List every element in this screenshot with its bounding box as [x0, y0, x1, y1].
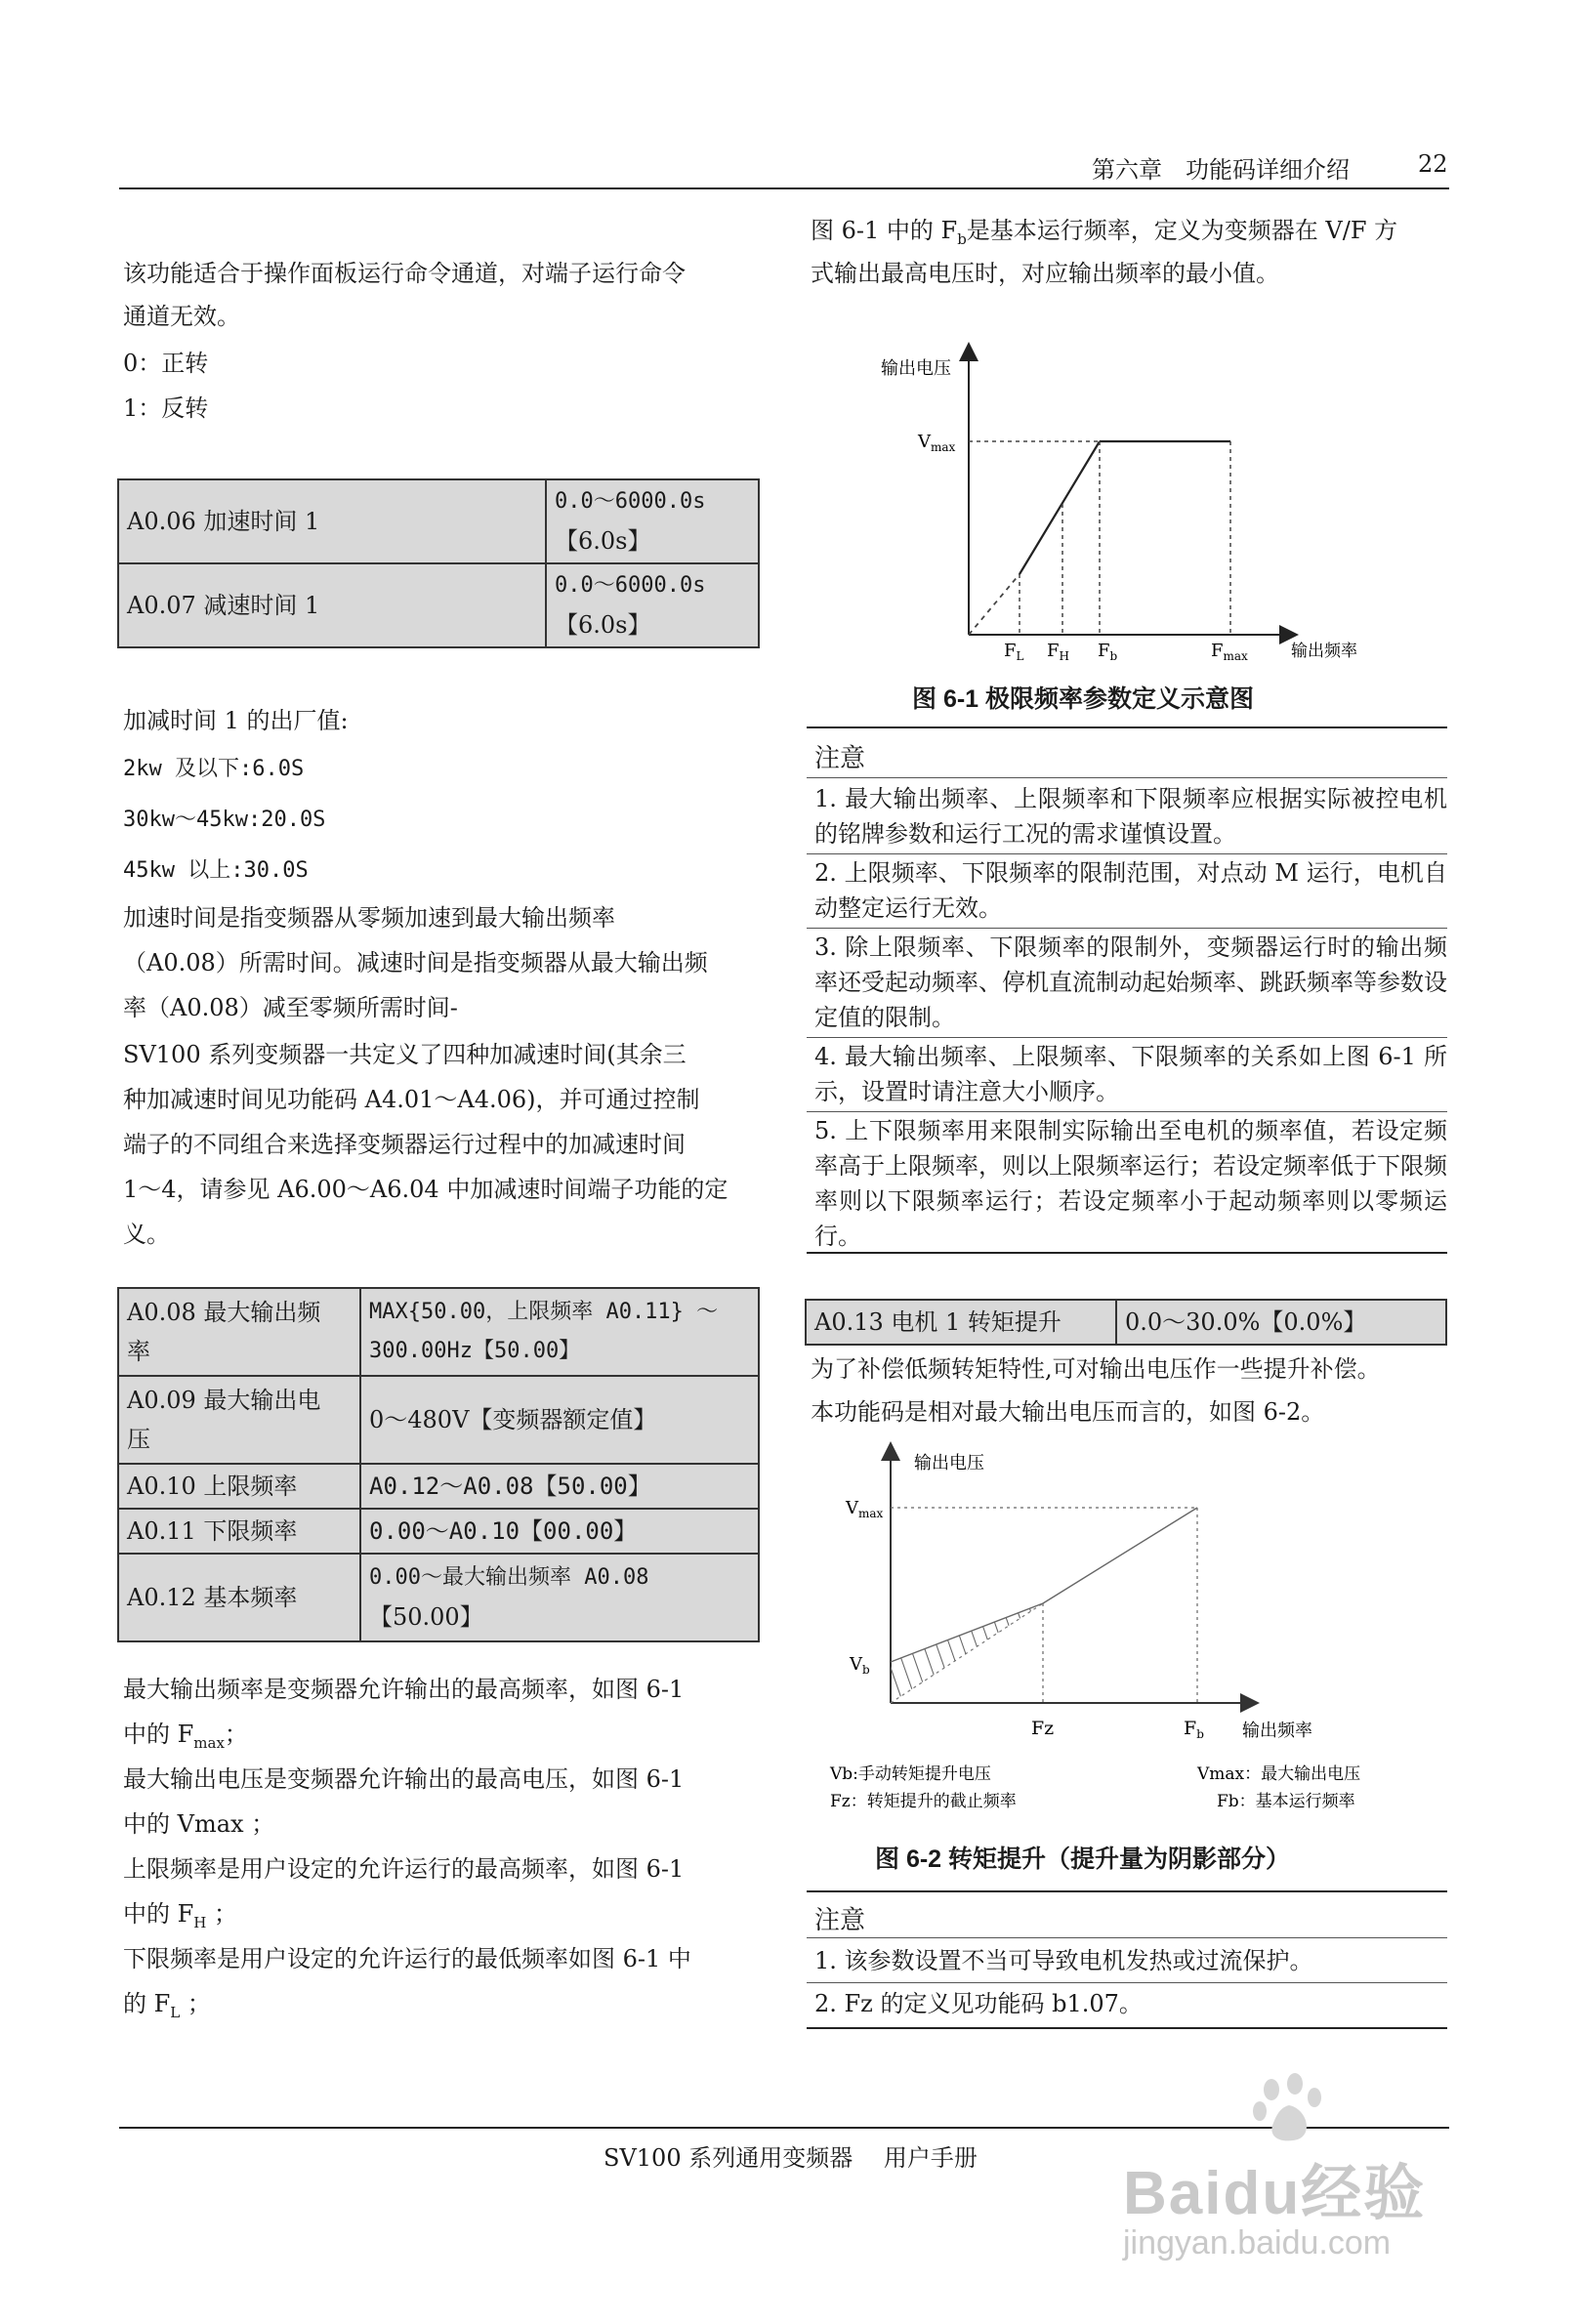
table-row — [118, 1464, 759, 1509]
watermark-url: jingyan.baidu.com — [1123, 2224, 1392, 2262]
note-item: 3. 除上限频率、下限频率的限制外，变频器运行时的输出频率还受起动频率、停机直流制动起始频率、跳跃频率等参数设定值的限制。 — [814, 934, 1447, 1031]
x-axis-label: 输出频率 — [1291, 642, 1357, 661]
legend-vb: Vb:手动转矩提升电压 — [830, 1764, 991, 1784]
note-title: 注意 — [814, 744, 866, 773]
fl-label: $F_L$ — [1004, 641, 1024, 663]
fb-label: $F_b$ — [1098, 641, 1118, 663]
def-line: 中的 $F_{max}$； — [123, 1721, 248, 1752]
param-default: 【6.0s】 — [555, 527, 651, 555]
fh-label: $F_H$ — [1047, 641, 1069, 663]
table-row — [118, 1376, 759, 1464]
def-line: 下限频率是用户设定的允许运行的最低频率如图 6-1 中 — [123, 1945, 691, 1972]
param-code-line: 率 — [127, 1338, 150, 1365]
vmax-label: $V_{max}$ — [846, 1498, 884, 1520]
note-rule — [807, 1937, 1447, 1938]
figure-6-2 — [820, 1437, 1445, 1838]
vmax-label: $V_{max}$ — [918, 432, 956, 454]
fmax-label: $F_{max}$ — [1211, 641, 1248, 663]
note-rule — [807, 928, 1447, 929]
param-code: A0.11 下限频率 — [118, 1509, 360, 1554]
vf-curve — [1043, 1508, 1197, 1603]
legend-vmax: Vmax：最大输出电压 — [1197, 1764, 1361, 1784]
para-line: 加速时间是指变频器从零频加速到最大输出频率 — [123, 904, 615, 932]
note-rule — [807, 1252, 1447, 1254]
para-line: 端子的不同组合来选择变频器运行过程中的加减速时间 — [123, 1131, 686, 1158]
param-value-line: 0.00～最大输出频率 A0.08 — [369, 1565, 649, 1590]
param-range: 0.0～6000.0s — [555, 573, 706, 598]
note-item: 5. 上下限频率用来限制实际输出至电机的频率值，若设定频率高于上限频率，则以上限频率运行；若设定频率低于下限频率则以下限频率运行；若设定频率小于起动频率则以零频运行。 — [814, 1117, 1447, 1250]
param-value-line: 【50.00】 — [369, 1603, 483, 1631]
boost-text: 为了补偿低频转矩特性,可对输出电压作一些提升补偿。 — [811, 1355, 1381, 1383]
param-value: 0.00～A0.10【00.00】 — [360, 1509, 759, 1554]
accel-decel-table — [117, 478, 760, 648]
param-code — [118, 1288, 360, 1376]
factory-line: 45kw 以上:30.0S — [123, 858, 309, 883]
param-value — [546, 479, 759, 563]
param-value — [360, 1288, 759, 1376]
figure-6-2-caption: 图 6-2 转矩提升（提升量为阴影部分） — [875, 1846, 1291, 1873]
def-line: 上限频率是用户设定的允许运行的最高频率，如图 6-1 — [123, 1855, 685, 1883]
fb-definition-line: 式输出最高电压时，对应输出频率的最小值。 — [811, 260, 1279, 287]
para-line: 义。 — [123, 1221, 170, 1248]
option-reverse: 1：反转 — [123, 394, 209, 422]
note-rule — [807, 2027, 1447, 2029]
header-rule — [119, 187, 1449, 189]
para-line: （A0.08）所需时间。减速时间是指变频器从最大输出频 — [123, 949, 708, 976]
param-code: A0.13 电机 1 转矩提升 — [806, 1300, 1116, 1345]
param-value — [546, 563, 759, 647]
y-axis-label: 输出电压 — [914, 1453, 984, 1473]
table-row — [118, 479, 759, 563]
def-line: 中的 $F_H$ ； — [123, 1900, 238, 1931]
table-row — [118, 1509, 759, 1554]
page-number: 22 — [1418, 150, 1448, 178]
note-rule — [807, 1982, 1447, 1983]
vb-label: $V_b$ — [850, 1654, 870, 1677]
def-line: 中的 Vmax ； — [123, 1810, 275, 1838]
param-value — [360, 1376, 759, 1464]
legend-fb: Fb：基本运行频率 — [1217, 1792, 1355, 1811]
watermark-brand: Baidu经验 — [1123, 2160, 1427, 2227]
param-value-line: 300.00Hz【50.00】 — [369, 1339, 581, 1363]
paw-icon — [1250, 2070, 1328, 2148]
legend-fz: Fz：转矩提升的截止频率 — [830, 1792, 1017, 1811]
param-value-line: 0～480V【变频器额定值】 — [369, 1406, 657, 1433]
vf-dashed-start — [969, 574, 1020, 635]
param-code-line: A0.09 最大输出电 — [127, 1387, 321, 1414]
note-item: 2. Fz 的定义见功能码 b1.07。 — [814, 1990, 1143, 2017]
def-line: 的 $F_L$ ； — [123, 1990, 211, 2021]
para-line: 种加减速时间见功能码 A4.01～A4.06)，并可通过控制 — [123, 1086, 700, 1113]
table-row — [118, 1288, 759, 1376]
table-row — [118, 563, 759, 647]
frequency-params-table — [117, 1287, 760, 1642]
note-item: 4. 最大输出频率、上限频率、下限频率的关系如上图 6-1 所示，设置时请注意大小顺序。 — [814, 1043, 1447, 1105]
figure-6-1-caption: 图 6-1 极限频率参数定义示意图 — [912, 685, 1255, 713]
para-line: 率（A0.08）减至零频所需时间- — [123, 994, 458, 1021]
note-item: 2. 上限频率、下限频率的限制范围，对点动 M 运行，电机自动整定运行无效。 — [814, 859, 1447, 922]
para-line: SV100 系列变频器一共定义了四种加减速时间(其余三 — [123, 1041, 687, 1068]
intro-line: 通道无效。 — [123, 303, 240, 330]
def-line: 最大输出频率是变频器允许输出的最高频率，如图 6-1 — [123, 1676, 685, 1703]
boost-text: 本功能码是相对最大输出电压而言的，如图 6-2。 — [811, 1398, 1325, 1426]
table-row — [118, 1554, 759, 1641]
param-code: A0.06 加速时间 1 — [118, 479, 546, 563]
figure-6-1 — [859, 342, 1406, 674]
y-axis-label: 输出电压 — [881, 358, 951, 379]
note-rule — [807, 726, 1447, 728]
param-value: 0.0～30.0%【0.0%】 — [1116, 1300, 1446, 1345]
param-value-line: MAX{50.00，上限频率 A0.11} ～ — [369, 1300, 719, 1324]
param-code: A0.07 减速时间 1 — [118, 563, 546, 647]
param-code: A0.12 基本频率 — [118, 1554, 360, 1641]
vf-curve — [1020, 441, 1100, 574]
param-code-line: A0.08 最大输出频 — [127, 1299, 321, 1326]
option-forward: 0：正转 — [123, 350, 209, 377]
param-code: A0.10 上限频率 — [118, 1464, 360, 1509]
note-item: 1. 最大输出频率、上限频率和下限频率应根据实际被控电机的铭牌参数和运行工况的需求谨慎设置。 — [814, 785, 1447, 848]
param-value — [360, 1554, 759, 1641]
torque-boost-table — [805, 1299, 1447, 1346]
fz-label: Fz — [1031, 1718, 1055, 1739]
note-rule — [807, 1111, 1447, 1112]
note-rule — [807, 1890, 1447, 1892]
para-line: 1～4，请参见 A6.00～A6.04 中加减速时间端子功能的定 — [123, 1176, 729, 1203]
param-code-line: 压 — [127, 1426, 150, 1453]
param-default: 【6.0s】 — [555, 611, 651, 639]
factory-line: 30kw～45kw:20.0S — [123, 808, 326, 832]
intro-line: 该功能适合于操作面板运行命令通道，对端子运行命令 — [123, 260, 686, 287]
param-range: 0.0～6000.0s — [555, 489, 706, 514]
note-item: 1. 该参数设置不当可导致电机发热或过流保护。 — [814, 1947, 1313, 1974]
note-rule — [807, 853, 1447, 854]
note-rule — [807, 1037, 1447, 1038]
note-title: 注意 — [814, 1906, 866, 1935]
factory-line: 2kw 及以下:6.0S — [123, 757, 305, 781]
factory-title: 加减时间 1 的出厂值: — [123, 707, 349, 734]
fb-label: $F_b$ — [1184, 1718, 1204, 1741]
table-row — [806, 1300, 1446, 1345]
param-value: A0.12～A0.08【50.00】 — [360, 1464, 759, 1509]
param-code — [118, 1376, 360, 1464]
footer-text: SV100 系列通用变频器 用户手册 — [604, 2144, 978, 2172]
def-line: 最大输出电压是变频器允许输出的最高电压，如图 6-1 — [123, 1765, 685, 1793]
fb-definition-line: 图 6-1 中的 $F_b$是基本运行频率，定义为变频器在 V/F 方 — [811, 217, 1398, 248]
x-axis-label: 输出频率 — [1242, 1721, 1312, 1741]
note-rule — [807, 777, 1447, 778]
chapter-title: 第六章 功能码详细介绍 — [1092, 156, 1350, 184]
